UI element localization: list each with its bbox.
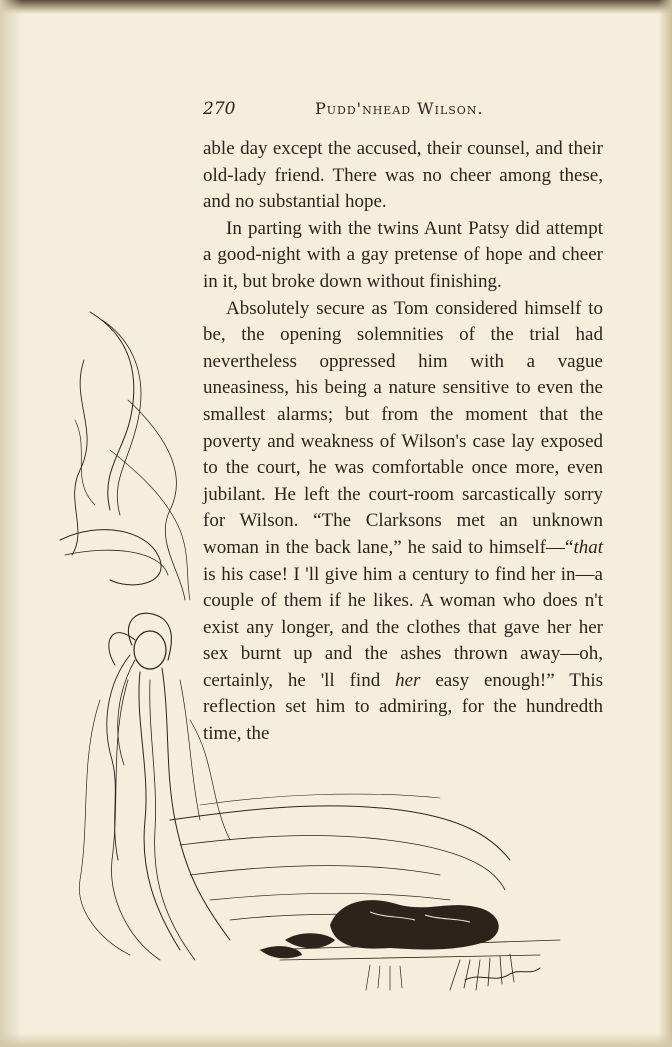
ghost-robe xyxy=(180,680,200,820)
ghost-arm xyxy=(109,633,135,665)
ghost-head xyxy=(134,631,166,669)
smoke-trail xyxy=(190,866,440,875)
page-gutter xyxy=(0,0,22,1047)
page-top-shadow xyxy=(0,0,672,14)
smoke-wisp xyxy=(72,360,87,555)
smoke-trail xyxy=(180,836,505,890)
smoke-wisp xyxy=(65,550,168,575)
artist-signature xyxy=(465,968,540,980)
paragraph xyxy=(203,296,603,748)
page-bottom-edge xyxy=(0,1033,672,1047)
smoke-wisp xyxy=(60,530,161,585)
smoke-wisp xyxy=(128,400,185,600)
smoke-trail xyxy=(200,794,440,805)
emphasis: that xyxy=(573,536,603,558)
running-title: Pudd'nhead Wilson. xyxy=(315,99,484,118)
ghost-robe xyxy=(112,680,160,960)
smoke-trail xyxy=(210,893,450,900)
ghost-robe xyxy=(79,700,130,955)
ground-hatch xyxy=(366,965,402,990)
running-header xyxy=(200,99,605,123)
body-text xyxy=(203,136,603,748)
smoke-wisp xyxy=(75,420,95,505)
smoke-wisp xyxy=(90,312,134,510)
emphasis: her xyxy=(395,669,421,691)
text-run: Absolutely secure as Tom considered himself to be, the opening solemnities of the trial had nevertheless oppressed him with a vague uneasiness, his being a nature sensitive to even the smallest alarms; but from the moment that the poverty and weakness of Wilson's case lay exposed to the court, he was comfortable once more, even jubilant. He left the court-room sarcastically sorry for Wilson. “The Clarksons met an unknown woman in the back lane,” he said to himself—“ xyxy=(203,297,603,558)
smoke-trail xyxy=(170,806,510,860)
ground-hatch xyxy=(280,955,540,960)
paragraph: In parting with the twins Aunt Patsy did attempt a good-night with a gay pretense of hope and cheer in it, but broke down without finishing. xyxy=(203,217,603,292)
ground-hatch xyxy=(450,954,514,990)
page-right-edge xyxy=(658,0,672,1047)
text-run: easy enough!” This reflection set him to admiring, for the hundredth time, the xyxy=(203,669,604,745)
text-run: is his case! I 'll give him a century to find her in—a couple of them if he likes. A woman who does n't exist any longer, and the clothes that gave her her sex burnt up and the ashes thrown away—oh, certainly, he 'll find xyxy=(203,563,603,691)
page-number: 270 xyxy=(203,99,236,119)
paragraph: able day except the accused, their counsel, and their old-lady friend. There was no cheer among these, and no substantial hope. xyxy=(203,138,603,213)
ghost-hair xyxy=(128,613,171,660)
ghost-hair xyxy=(118,660,135,765)
fallen-figure xyxy=(260,900,499,958)
